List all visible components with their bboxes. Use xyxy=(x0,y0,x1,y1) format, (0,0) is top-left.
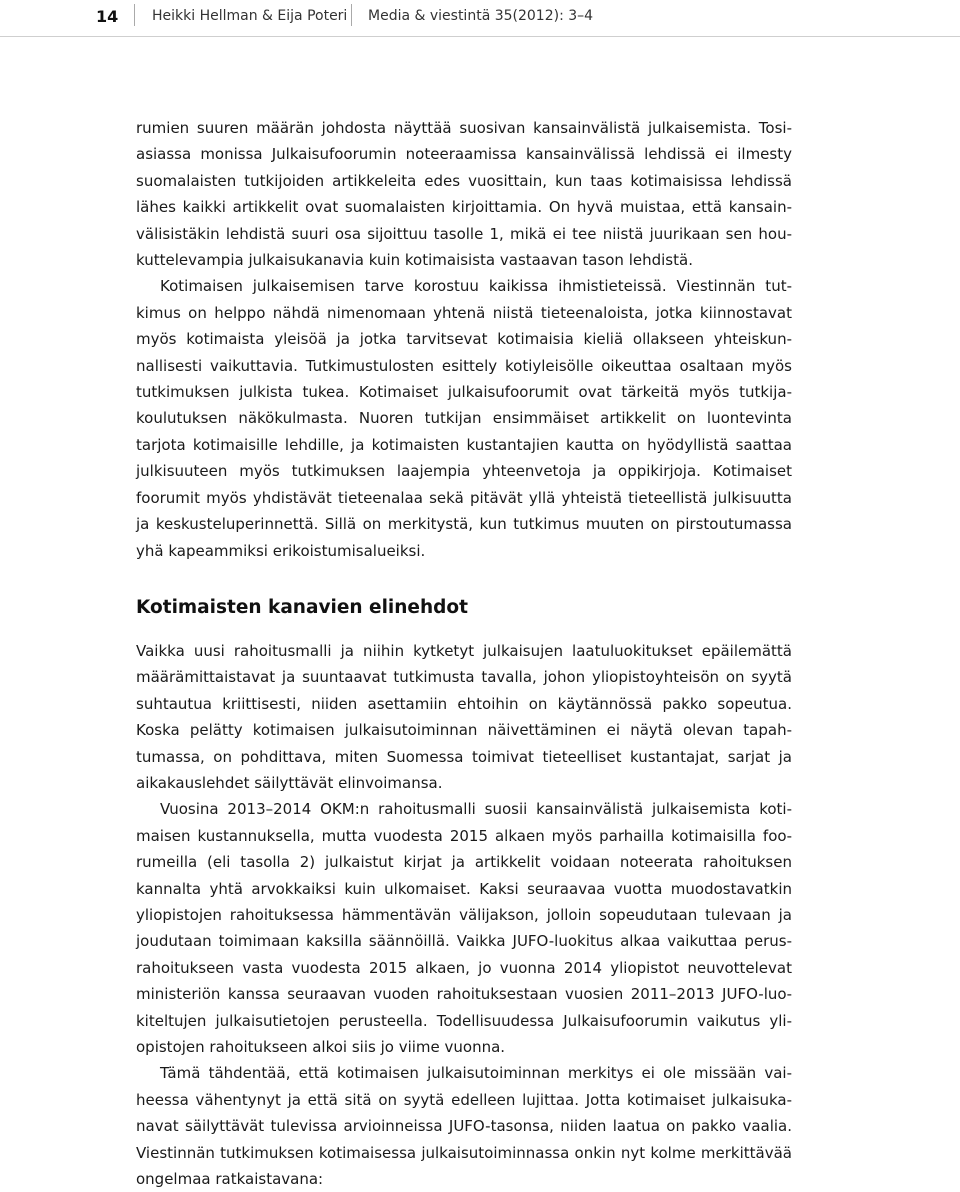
paragraph: rumien suuren määrän johdosta näyttää suosivan kansainvälistä julkaisemista. Tosiasiassa monissa Julkaisufoorumin noteeraamissa kansainvälissä lehdissä ei ilmesty suomalaisten tutkijoiden artikkeleita edes vuosittain, kun taas kotimaisissa lehdissä lähes kaikki artikkelit ovat suomalaisten kirjoittamia. On hyvä muistaa, että kansainvälisistäkin lehdistä suuri osa sijoittuu tasolle 1, mikä ei tee niistä juurikaan sen houkuttelevampia julkaisukanavia kuin kotimaisista vastaavan tason lehdistä. xyxy=(136,119,792,270)
header-separator xyxy=(351,4,352,26)
paragraph: Vuosina 2013–2014 OKM:n rahoitusmalli suosii kansainvälistä julkaisemista kotimaisen kustannuksella, mutta vuodesta 2015 alkaen myös parhailla kotimaisilla foorumeilla (eli tasolla 2) julkaistut kirjat ja artikkelit voidaan noteerata rahoituksen kannalta yhtä arvokkaiksi kuin ulkomaiset. Kaksi seuraavaa vuotta muodostavatkin yliopistojen rahoituksessa hämmentävän välijakson, jolloin sopeudutaan tulevaan ja joudutaan toimimaan kaksilla säännöillä. Vaikka JUFO-luokitus alkaa vaikuttaa perusrahoitukseen vasta vuodesta 2015 alkaen, jo vuonna 2014 yliopistot neuvottelevat ministeriön kanssa seuraavan vuoden rahoituksestaan vuosien 2011–2013 JUFO-luokiteltujen julkaisutietojen perusteella. Todellisuudessa Julkaisufoorumin vaikutus yliopistojen rahoitukseen alkoi siis jo viime vuonna. xyxy=(136,800,792,1056)
paragraph: Tämä tähdentää, että kotimaisen julkaisutoiminnan merkitys ei ole missään vaiheessa vähentynyt ja että sitä on syytä edelleen lujittaa. Jotta kotimaiset julkaisukanavat säilyttävät tulevissa arvioinneissa JUFO-tasonsa, niiden laatua on pakko vaalia. Viestinnän tutkimuksen kotimaisessa julkaisutoiminnassa onkin nyt kolme merkittävää ongelmaa ratkaistavana: xyxy=(136,1064,792,1189)
paragraph: Vaikka uusi rahoitusmalli ja niihin kytketyt julkaisujen laatuluokitukset epäilemättä määrämittaistavat ja suuntaavat tutkimusta tavalla, johon yliopistoyhteisön on syytä suhtautua kriittisesti, niiden asettamiin ehtoihin on käytännössä pakko sopeutua. Koska pelätty kotimaisen julkaisutoiminnan näivettäminen ei näytä olevan tapahtumassa, on pohdittava, miten Suomessa toimivat tieteelliset kustantajat, sarjat ja aikakauslehdet säilyttävät elinvoimansa. xyxy=(136,641,792,792)
article-body xyxy=(136,115,792,1192)
header-journal: Media & viestintä 35(2012): 3–4 xyxy=(368,8,594,24)
header-separator xyxy=(134,4,135,26)
section-heading: Kotimaisten kanavien elinehdot xyxy=(136,596,468,618)
paragraph: Kotimaisen julkaisemisen tarve korostuu kaikissa ihmistieteissä. Viestinnän tutkimus on helppo nähdä nimenomaan yhtenä niistä tieteenaloista, jotka kiinnostavat myös kotimaista yleisöä ja jotka tarvitsevat kotimaisia kieliä ollakseen yhteiskunnallisesti vaikuttavia. Tutkimustulosten esittely kotiyleisölle oikeuttaa osaltaan myös tutkimuksen julkista tukea. Kotimaiset julkaisufoorumit ovat tärkeitä myös tutkijakoulutuksen näkökulmasta. Nuoren tutkijan ensimmäiset artikkelit on luontevinta tarjota kotimaisille lehdille, ja kotimaisten kustantajien kautta on hyödyllistä saattaa julkisuuteen myös tutkimuksen laajempia yhteenvetoja ja oppikirjoja. Kotimaiset foorumit myös yhdistävät tieteenalaa sekä pitävät yllä yhteistä tieteellistä julkisuutta ja keskusteluperinnettä. Sillä on merkitystä, kun tutkimus muuten on pirstoutumassa yhä kapeammiksi erikoistumisalueiksi. xyxy=(136,277,792,560)
page-number: 14 xyxy=(96,7,119,26)
header-authors: Heikki Hellman & Eija Poteri xyxy=(152,8,348,24)
running-header xyxy=(0,0,960,37)
